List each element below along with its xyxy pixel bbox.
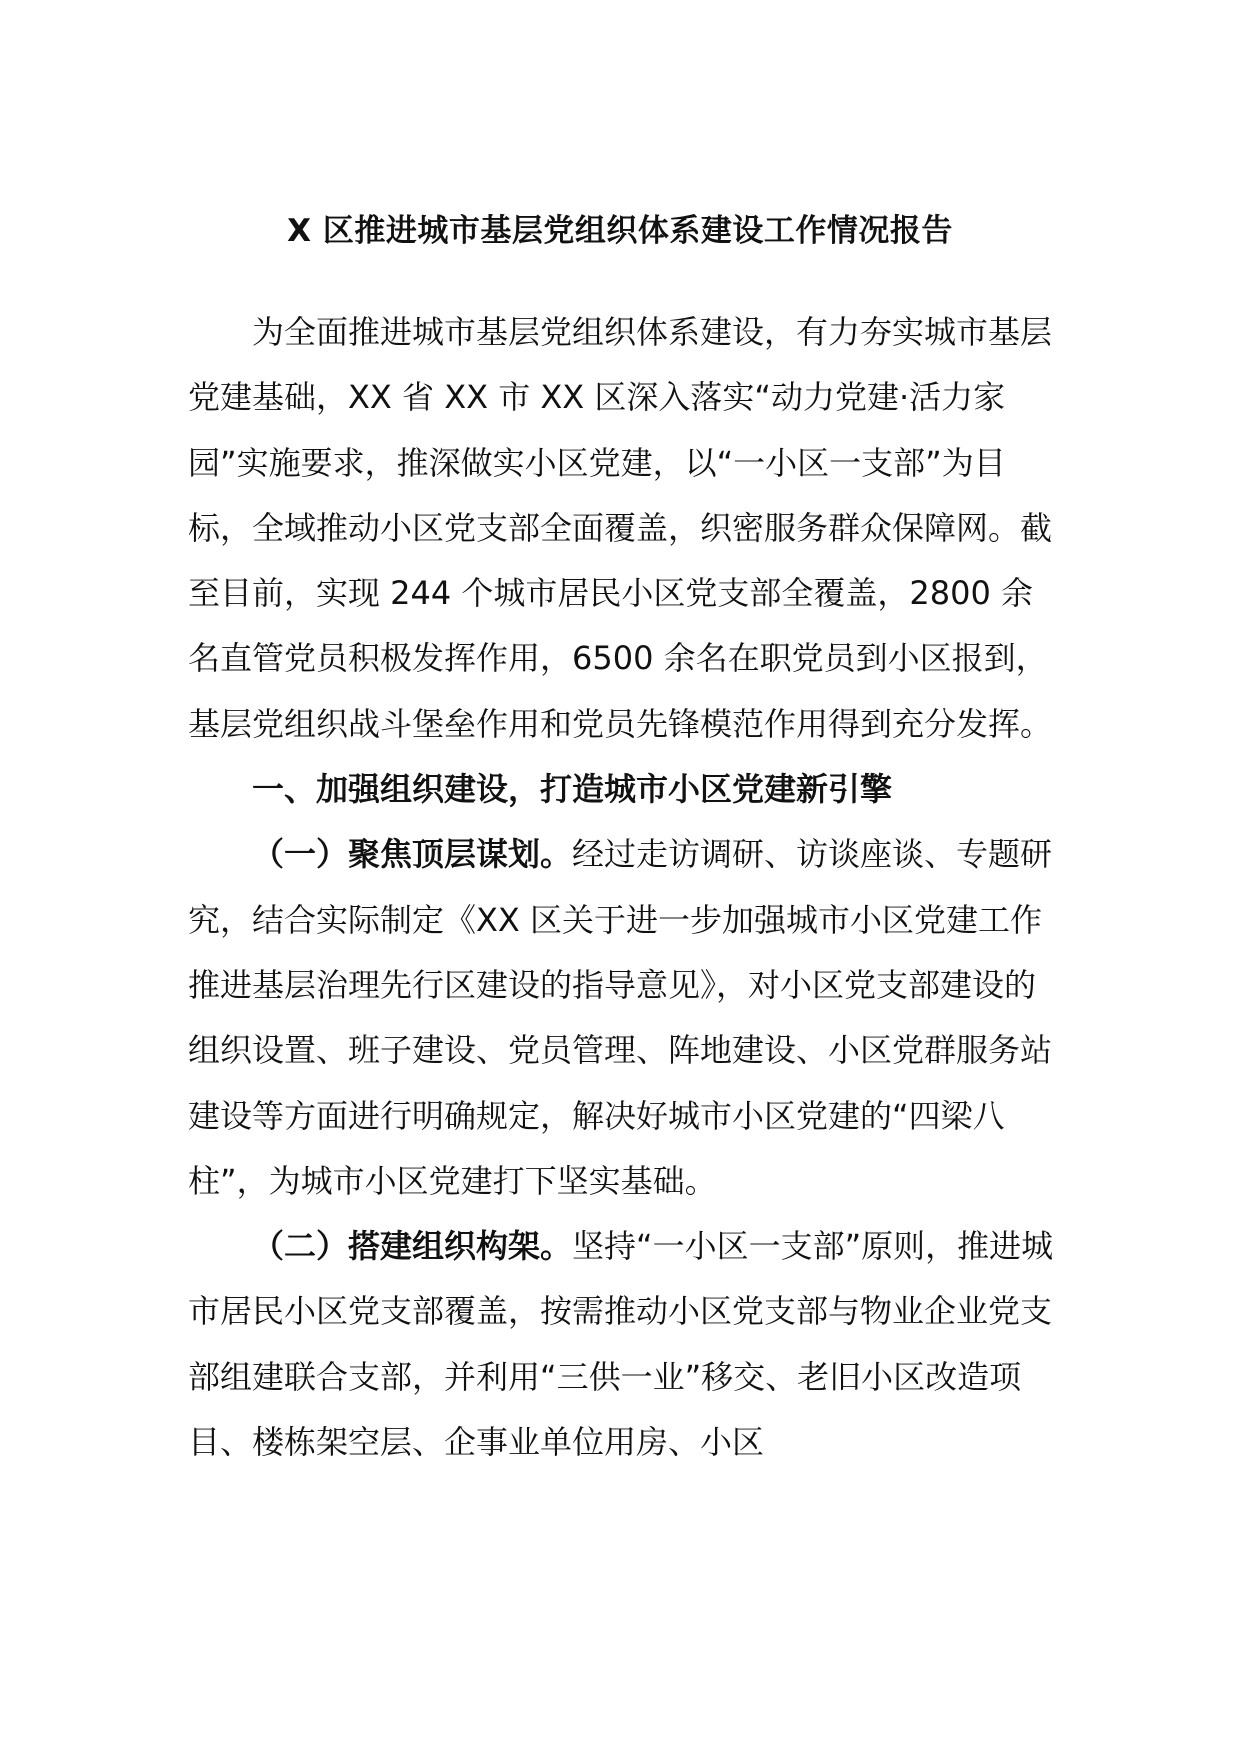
document-title: X 区推进城市基层党组织体系建设工作情况报告: [287, 213, 953, 249]
section-heading-1: 一、加强组织建设，打造城市小区党建新引擎: [252, 770, 893, 809]
item-text-2: 坚持“一小区一支部”原则，推进城市居民小区党支部覆盖，按需推动小区党支部与物业企业党支部组建联合支部，并利用“三供一业”移交、老旧小区改造项目、楼栋架空层、企事业单位用房、小区: [188, 1227, 1054, 1462]
item-paragraph-2: [188, 1214, 1058, 1475]
item-text-1: 经过走访调研、访谈座谈、专题研究，结合实际制定《XX 区关于进一步加强城市小区党建工作推进基层治理先行区建设的指导意见》，对小区党支部建设的组织设置、班子建设、党员管理、阵地建设、小区党群服务站建设等方面进行明确规定，解决好城市小区党建的“四梁八柱”，为城市小区党建打下坚实基础。: [188, 835, 1053, 1200]
item-paragraph-1: [188, 822, 1058, 1214]
item-title-1: （一）聚焦顶层谋划。: [252, 835, 573, 874]
document-body: [188, 300, 1058, 1475]
item-title-2: （二）搭建组织构架。: [252, 1227, 573, 1266]
intro-paragraph: 为全面推进城市基层党组织体系建设，有力夯实城市基层党建基础，XX 省 XX 市 XX 区深入落实“动力党建·活力家园”实施要求，推深做实小区党建，以“一小区一支部”为目标，全域推动小区党支部全面覆盖，织密服务群众保障网。截至目前，实现 244 个城市居民小区党支部全覆盖，2800 余名直管党员积极发挥作用，6500 余名在职党员到小区报到，基层党组织战斗堡垒作用和党员先锋模范作用得到充分发挥。: [188, 313, 1053, 743]
